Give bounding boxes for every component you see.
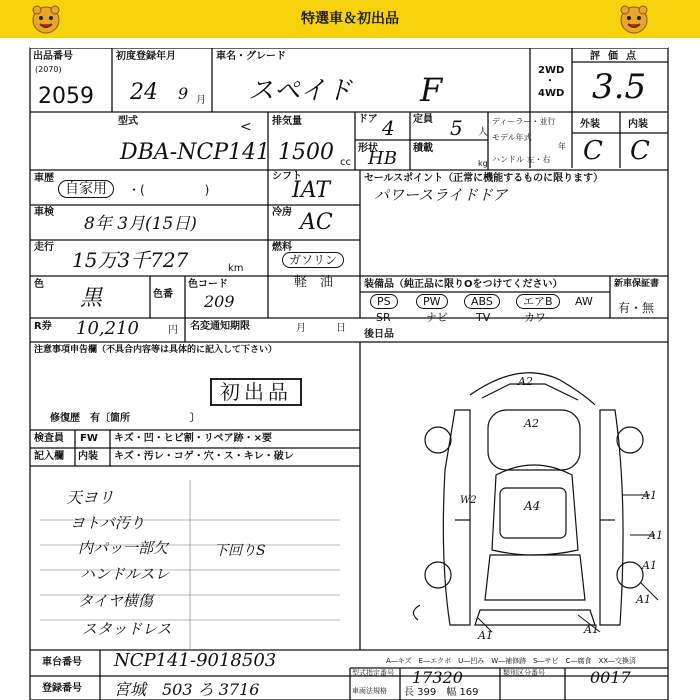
- frame-number: NCP141-9018503: [114, 650, 277, 671]
- dealer-label: ディーラー・並行: [492, 117, 556, 126]
- damage-mark: A1: [642, 559, 657, 572]
- evaluation-label: 評価点: [590, 51, 644, 62]
- fuel-label: 燃料: [272, 242, 292, 253]
- first-registration-label: 初度登録年月: [116, 51, 176, 62]
- damage-mark: A1: [584, 623, 599, 636]
- lot-number-label: 出品番号: [33, 51, 73, 62]
- seats: 5: [450, 116, 463, 140]
- persons-unit: 人: [478, 127, 488, 138]
- registration-plate: 宮城 503 ろ 3716: [114, 680, 260, 699]
- inspection-date: 8年 3月(15日): [84, 214, 197, 234]
- color-number-label: 色番: [153, 289, 173, 300]
- equipment-aw: AW: [575, 295, 593, 308]
- color-code: 209: [204, 292, 235, 311]
- color-code-label: 色コード: [188, 279, 228, 290]
- first-listing-stamp: 初出品: [210, 378, 302, 406]
- interior-note: ハンドルスレ: [80, 565, 170, 583]
- damage-mark: A1: [478, 629, 493, 642]
- shift: IAT: [292, 178, 331, 203]
- interior-note: 内パッ一部欠: [78, 539, 169, 557]
- underbody-note: 下回りS: [214, 543, 266, 559]
- check-exterior-row: キズ・凹・ヒビ割・リペア跡・×要: [114, 433, 272, 444]
- size-label: 車両法規格: [352, 687, 387, 695]
- km-unit: km: [228, 263, 244, 274]
- cc-unit: cc: [340, 157, 351, 168]
- model-designation: 17320: [412, 668, 463, 687]
- displacement-label: 排気量: [272, 116, 302, 127]
- exterior-grade: C: [583, 136, 603, 166]
- shift-label: シフト: [272, 171, 302, 182]
- lot-sub-number: (2070): [35, 65, 62, 74]
- vehicle-use: 自家用: [58, 180, 114, 198]
- vehicle-use-paren: ・( ): [128, 183, 210, 197]
- inspector-label: 検査員: [34, 433, 64, 444]
- category-number: 0017: [590, 668, 631, 687]
- inspection-label: 車検: [34, 207, 54, 218]
- model-designation-label: 型式指定番号: [352, 669, 394, 677]
- displacement: 1500: [278, 140, 334, 165]
- history-label: 車歴: [34, 173, 54, 184]
- notes-label: 注意事項申告欄（不具合内容等は具体的に記入して下さい）: [34, 345, 278, 355]
- interior-grade: C: [630, 136, 650, 166]
- car-name: スペイド: [248, 76, 353, 106]
- registration-number-label: 登録番号: [42, 683, 82, 694]
- interior-label: 内装: [628, 119, 648, 130]
- registration-month: 9: [178, 84, 189, 103]
- shape-label: 形状: [358, 143, 378, 154]
- damage-mark: A2: [524, 417, 539, 430]
- name-change-date: 月 日: [296, 323, 346, 334]
- color: 黒: [80, 286, 103, 311]
- mileage-label: 走行: [34, 242, 54, 253]
- cooler-label: 冷房: [272, 207, 292, 218]
- recycle-ticket-label: R券: [34, 321, 52, 332]
- check-fw: FW: [80, 433, 98, 444]
- equipment-pw: PW: [416, 294, 448, 309]
- model-year-label: モデル年式: [492, 133, 532, 142]
- equipment-airbag: エアB: [516, 294, 560, 309]
- name-change-label: 名変通知期限: [190, 321, 250, 332]
- seats-label: 定員: [413, 114, 433, 125]
- load-label: 積載: [413, 143, 433, 154]
- interior-note: ヨトバ汚り: [70, 514, 145, 532]
- interior-note: タイヤ横傷: [78, 592, 153, 610]
- equipment-label: 装備品（純正品に限りOをつけてください）: [364, 279, 563, 290]
- equipment-navi: ナビ: [426, 311, 448, 324]
- model-label: 型式: [118, 116, 138, 127]
- month-unit: 月: [196, 95, 206, 106]
- registration-year: 24: [130, 80, 158, 105]
- equipment-leather: カワ: [524, 311, 546, 324]
- equipment-tv: TV: [476, 311, 491, 324]
- after-items-label: 後日品: [364, 329, 394, 340]
- equipment-ps: PS: [370, 294, 398, 309]
- handle-label: ハンドル 左・右: [492, 155, 551, 164]
- damage-mark: A1: [642, 489, 657, 502]
- shape: HB: [368, 148, 397, 169]
- fuel: ガソリン: [282, 252, 344, 268]
- cooler: AC: [300, 210, 333, 235]
- damage-mark: A2: [518, 375, 533, 388]
- damage-mark: A1: [648, 529, 663, 542]
- damage-mark: A4: [524, 499, 541, 513]
- exterior-label: 外装: [580, 119, 600, 130]
- interior-note: 天ヨリ: [66, 488, 115, 507]
- drive-dot: ・: [545, 76, 555, 87]
- equipment-abs: ABS: [464, 294, 500, 309]
- mileage: 15万3千727: [72, 248, 189, 272]
- category-label: 類別区分番号: [503, 669, 545, 677]
- drive-2wd: 2WD: [538, 65, 565, 76]
- model-mark: <: [240, 119, 252, 135]
- equipment-sr: SR: [376, 311, 391, 324]
- check-interior-row: キズ・汚レ・コゲ・穴・ス・キレ・破レ: [114, 451, 294, 462]
- sales-point-label: セールスポイント（正常に機能するものに限ります）: [364, 173, 604, 184]
- check-interior: 内装: [78, 451, 98, 462]
- damage-mark: W2: [460, 495, 477, 506]
- recycle-ticket: 10,210: [76, 318, 139, 339]
- frame-number-label: 車台番号: [42, 657, 82, 668]
- entry-label: 記入欄: [34, 451, 64, 462]
- interior-note: スタッドレス: [82, 620, 172, 638]
- kg-unit: kg: [478, 159, 488, 168]
- model-code: DBA-NCP141: [120, 140, 271, 165]
- fuel-alt: 軽 油: [294, 275, 334, 290]
- car-grade: F: [420, 71, 443, 109]
- damage-legend: A―キズ E―エクボ U―凹み W―補修跡 S―サビ C―腐食 XX―交換済: [386, 657, 637, 665]
- warranty-label: 新車保証書: [614, 279, 660, 289]
- doors-label: ドア: [358, 114, 378, 125]
- sales-point: パワースライドドア: [374, 186, 508, 204]
- year-unit: 年: [558, 142, 566, 151]
- yen-unit: 円: [168, 325, 178, 336]
- lot-number: 2059: [38, 84, 94, 109]
- damage-mark: A1: [636, 593, 651, 606]
- evaluation-score: 3.5: [592, 67, 647, 107]
- car-name-label: 車名・グレード: [216, 51, 286, 62]
- banner-title: 特選車＆初出品: [301, 11, 399, 27]
- doors: 4: [382, 116, 395, 140]
- repair-history: 修復歴 有〔箇所 〕: [50, 413, 200, 424]
- size-values: 長 399 幅 169: [404, 687, 479, 698]
- color-label: 色: [34, 279, 44, 290]
- warranty-value: 有・無: [618, 301, 655, 315]
- drive-4wd: 4WD: [538, 88, 565, 99]
